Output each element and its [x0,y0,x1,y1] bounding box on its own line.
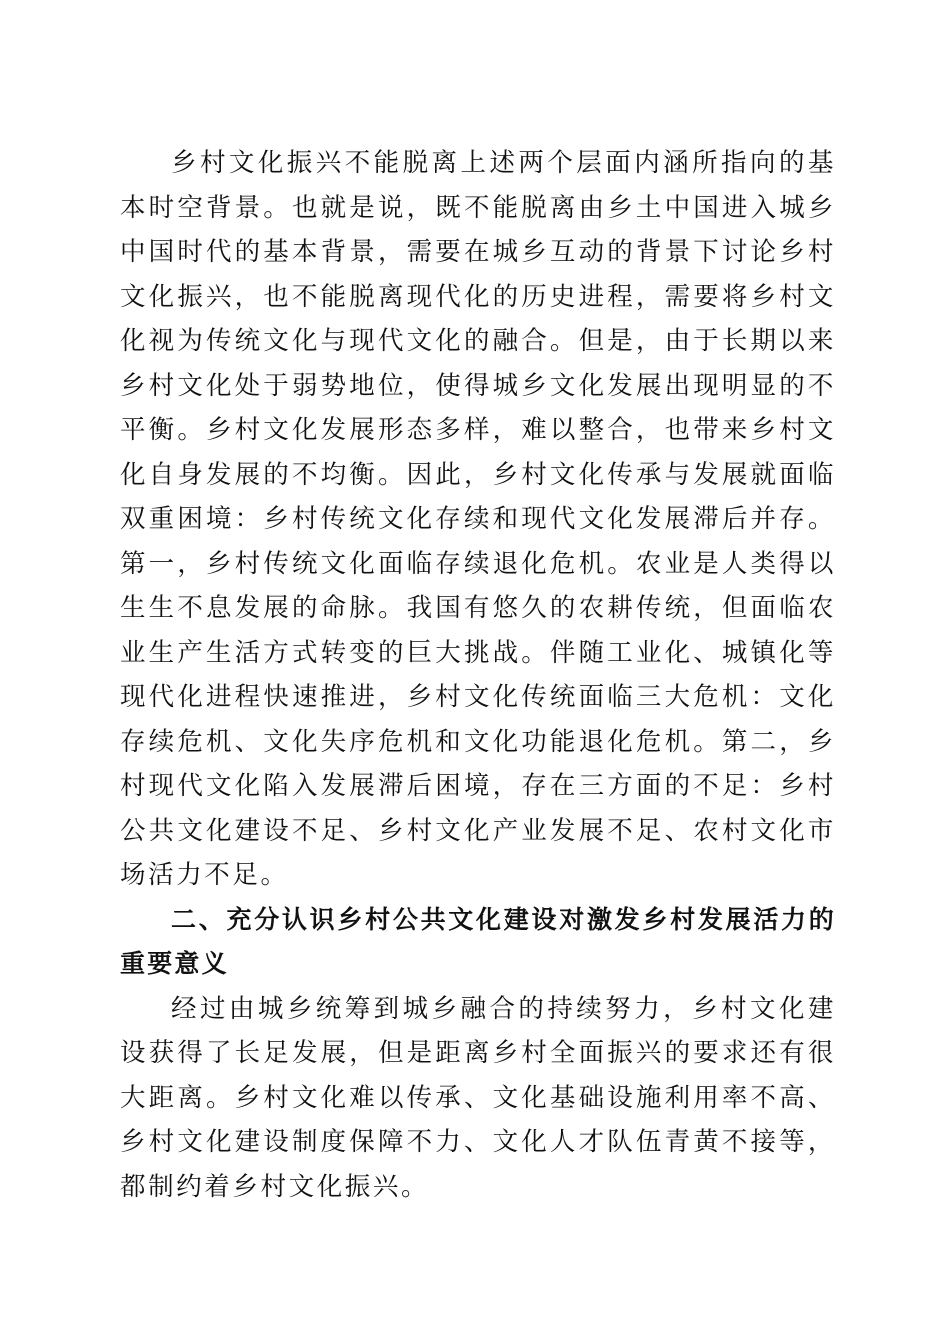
section-heading: 二、充分认识乡村公共文化建设对激发乡村发展活力的重要意义 [120,904,836,978]
body-paragraph-1: 乡村文化振兴不能脱离上述两个层面内涵所指向的基本时空背景。也就是说，既不能脱离由乡土中国进入城乡中国时代的基本背景，需要在城乡互动的背景下讨论乡村文化振兴，也不能脱离现代化的历史进程，需要将乡村文化视为传统文化与现代文化的融合。但是，由于长期以来乡村文化处于弱势地位，使得城乡文化发展出现明显的不平衡。乡村文化发展形态多样，难以整合，也带来乡村文化自身发展的不均衡。因此，乡村文化传承与发展就面临双重困境：乡村传统文化存续和现代文化发展滞后并存。第一，乡村传统文化面临存续退化危机。农业是人类得以生生不息发展的命脉。我国有悠久的农耕传统，但面临农业生产生活方式转变的巨大挑战。伴随工业化、城镇化等现代化进程快速推进，乡村文化传统面临三大危机：文化存续危机、文化失序危机和文化功能退化危机。第二，乡村现代文化陷入发展滞后困境，存在三方面的不足：乡村公共文化建设不足、乡村文化产业发展不足、农村文化市场活力不足。 [120,148,836,890]
body-paragraph-2: 经过由城乡统筹到城乡融合的持续努力，乡村文化建设获得了长足发展，但是距离乡村全面振兴的要求还有很大距离。乡村文化难以传承、文化基础设施利用率不高、乡村文化建设制度保障不力、文化人才队伍青黄不接等，都制约着乡村文化振兴。 [120,993,836,1202]
document-body [120,141,836,1209]
